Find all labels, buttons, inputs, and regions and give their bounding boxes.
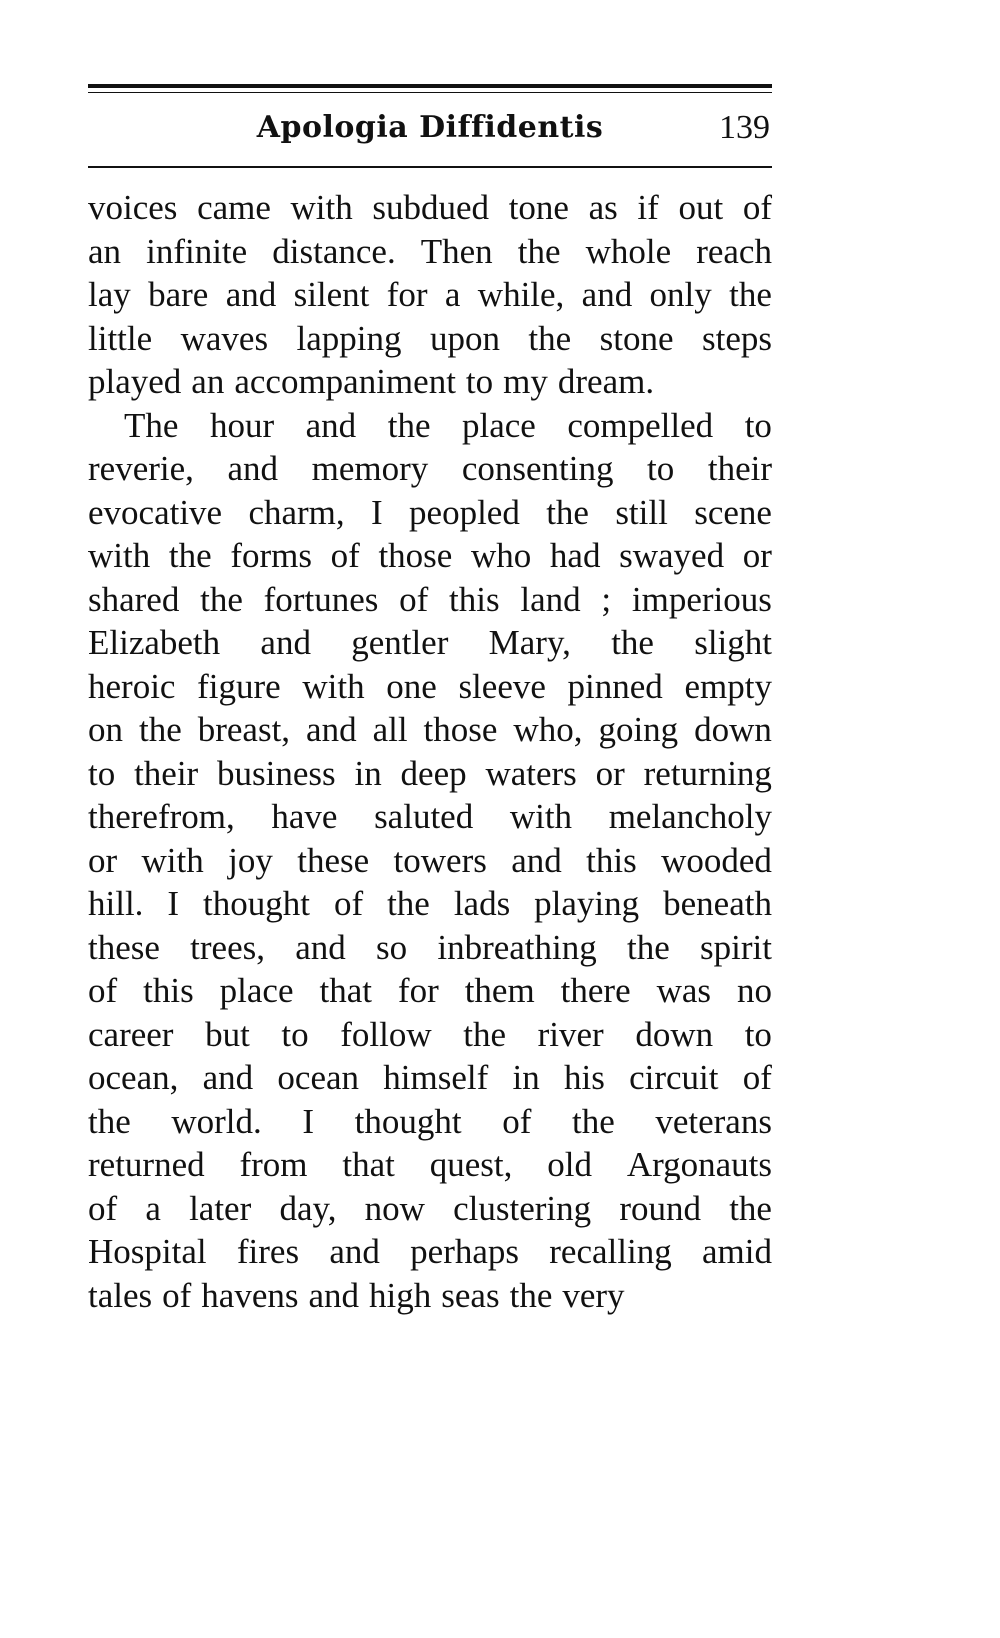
- word: there: [560, 971, 631, 1010]
- text-line: [88, 1143, 772, 1187]
- word: spirit: [700, 927, 772, 967]
- word: playing: [534, 884, 640, 923]
- text-line: [88, 230, 772, 274]
- word: waters: [485, 753, 577, 793]
- word: while,: [477, 275, 565, 314]
- word: Argonauts: [626, 1145, 772, 1184]
- word: hill.: [88, 884, 144, 923]
- word: their: [134, 753, 199, 793]
- word: these: [88, 927, 160, 967]
- word: of: [88, 1188, 118, 1228]
- word: stone: [599, 318, 674, 358]
- word: who: [470, 536, 532, 575]
- word: fortunes: [263, 579, 379, 619]
- word: figure: [197, 666, 281, 706]
- word: for: [386, 275, 428, 314]
- word: going: [598, 710, 679, 749]
- word: career: [88, 1014, 174, 1054]
- header-rule-thick: [88, 84, 772, 88]
- word: the: [528, 318, 572, 358]
- word: thought: [203, 884, 310, 923]
- word: with: [141, 840, 204, 880]
- word: later: [189, 1188, 252, 1228]
- word: melancholy: [608, 797, 772, 836]
- word: this: [586, 840, 637, 880]
- word: and: [295, 927, 346, 967]
- word: an: [191, 362, 225, 401]
- text-line: [88, 273, 772, 317]
- word: wooded: [661, 840, 772, 880]
- word: recalling: [549, 1232, 672, 1271]
- word: deep: [400, 753, 467, 793]
- word: high: [369, 1275, 432, 1315]
- word: the: [387, 405, 431, 445]
- word: consenting: [461, 449, 614, 488]
- word: Hospital: [88, 1232, 207, 1271]
- word: down: [694, 710, 772, 749]
- word: peopled: [409, 492, 520, 532]
- word: beneath: [663, 884, 772, 923]
- word: this: [143, 971, 194, 1010]
- word: evocative: [88, 492, 223, 532]
- word: but: [205, 1014, 250, 1054]
- word: I: [371, 492, 383, 532]
- word: fires: [236, 1232, 300, 1271]
- word: the: [546, 492, 589, 532]
- word: those: [423, 710, 498, 749]
- text-line: [88, 317, 772, 361]
- word: of: [162, 1275, 192, 1315]
- word: compelled: [567, 405, 714, 445]
- word: the: [387, 884, 430, 923]
- word: and: [225, 275, 277, 314]
- word: and: [581, 275, 633, 314]
- word: bare: [148, 275, 209, 314]
- word: therefrom,: [88, 797, 235, 836]
- text-line: [88, 404, 772, 448]
- word: still: [615, 492, 668, 532]
- text-line: [88, 447, 772, 491]
- text-line: [88, 1274, 772, 1318]
- word: business: [217, 753, 336, 793]
- word: one: [386, 666, 437, 706]
- body-text: [88, 186, 772, 1317]
- word: lay: [88, 275, 131, 314]
- word: their: [707, 449, 772, 488]
- word: returning: [643, 753, 772, 793]
- word: lads: [453, 884, 511, 923]
- word: Then: [420, 231, 493, 271]
- word: and: [202, 1058, 254, 1097]
- word: slight: [694, 623, 772, 662]
- word: his: [563, 1058, 605, 1097]
- word: those: [378, 536, 453, 575]
- word: ocean: [277, 1058, 360, 1097]
- text-line: [88, 969, 772, 1013]
- word: ;: [601, 579, 612, 619]
- word: very: [562, 1275, 625, 1315]
- word: the: [509, 1275, 553, 1315]
- word: swayed: [619, 536, 725, 575]
- word: them: [464, 971, 535, 1010]
- word: seas: [441, 1275, 500, 1315]
- word: the: [138, 710, 182, 749]
- word: towers: [393, 840, 487, 880]
- text-line: [88, 795, 772, 839]
- word: and: [511, 840, 562, 880]
- word: saluted: [374, 797, 474, 836]
- word: land: [520, 579, 581, 619]
- word: of: [333, 884, 364, 923]
- word: of: [330, 536, 360, 575]
- word: the: [627, 927, 670, 967]
- text-line: [88, 839, 772, 883]
- word: shared: [88, 579, 180, 619]
- word: that: [319, 971, 372, 1010]
- word: sleeve: [458, 666, 546, 706]
- word: to: [88, 753, 116, 793]
- word: from: [239, 1145, 308, 1184]
- word: my: [503, 362, 548, 401]
- text-line: [88, 882, 772, 926]
- text-line: [88, 186, 772, 230]
- word: follow: [340, 1014, 432, 1054]
- word: I: [302, 1101, 315, 1141]
- word: a: [444, 275, 461, 314]
- text-line: [88, 491, 772, 535]
- word: I: [167, 884, 180, 923]
- word: The: [124, 405, 179, 445]
- word: old: [547, 1145, 592, 1184]
- word: of: [88, 971, 118, 1010]
- word: played: [88, 362, 182, 401]
- word: thought: [354, 1101, 462, 1141]
- word: upon: [429, 318, 500, 358]
- word: lapping: [296, 318, 402, 358]
- word: accompaniment: [234, 362, 456, 401]
- word: as: [588, 188, 618, 227]
- word: this: [449, 579, 500, 619]
- word: whole: [585, 231, 672, 271]
- text-line: [88, 534, 772, 578]
- word: pinned: [567, 666, 663, 706]
- word: himself: [383, 1058, 489, 1097]
- text-line: [88, 1187, 772, 1231]
- word: memory: [311, 449, 429, 488]
- word: in: [354, 753, 382, 793]
- word: empty: [684, 666, 772, 706]
- word: the: [88, 1101, 131, 1141]
- header-rule-bottom: [88, 166, 772, 168]
- word: and: [308, 1275, 360, 1315]
- word: with: [509, 797, 573, 836]
- word: to: [647, 449, 675, 488]
- word: for: [397, 971, 439, 1010]
- word: to: [744, 405, 772, 445]
- word: reach: [696, 231, 772, 271]
- text-line: [88, 1013, 772, 1057]
- text-line: [88, 708, 772, 752]
- word: and: [306, 710, 357, 749]
- word: voices: [88, 188, 178, 227]
- word: so: [376, 927, 408, 967]
- text-line: [88, 1056, 772, 1100]
- word: forms: [230, 536, 312, 575]
- word: charm,: [248, 492, 345, 532]
- word: scene: [694, 492, 772, 532]
- text-line: [88, 1100, 772, 1144]
- word: river: [537, 1014, 604, 1054]
- word: silent: [293, 275, 370, 314]
- word: these: [297, 840, 370, 880]
- word: the: [571, 1101, 615, 1141]
- word: day,: [279, 1188, 337, 1228]
- word: came: [197, 188, 271, 227]
- word: of: [399, 579, 429, 619]
- page-number: 139: [719, 109, 770, 146]
- word: the: [463, 1014, 507, 1054]
- word: only: [649, 275, 712, 314]
- word: havens: [201, 1275, 299, 1315]
- word: tone: [508, 188, 569, 227]
- word: the: [729, 1188, 772, 1228]
- word: and: [227, 449, 279, 488]
- word: had: [549, 536, 601, 575]
- word: dream.: [557, 362, 655, 401]
- word: the: [611, 623, 654, 662]
- word: with: [88, 536, 151, 575]
- text-line: [88, 665, 772, 709]
- word: steps: [701, 318, 772, 358]
- word: Mary,: [488, 623, 571, 662]
- word: infinite: [146, 231, 248, 271]
- word: little: [88, 318, 153, 358]
- word: place: [462, 405, 536, 445]
- word: the: [200, 579, 243, 619]
- word: to: [465, 362, 494, 401]
- word: inbreathing: [437, 927, 597, 967]
- word: the: [729, 275, 772, 314]
- word: with: [290, 188, 353, 227]
- word: was: [656, 971, 712, 1010]
- word: and: [260, 623, 311, 662]
- word: trees,: [190, 927, 265, 967]
- word: now: [364, 1188, 425, 1228]
- word: that: [342, 1145, 395, 1184]
- word: and: [305, 405, 357, 445]
- word: or: [742, 536, 772, 575]
- word: Elizabeth: [88, 623, 221, 662]
- word: of: [742, 1058, 772, 1097]
- word: clustering: [453, 1188, 592, 1228]
- running-head: [88, 104, 772, 156]
- word: of: [742, 188, 772, 227]
- text-line: [88, 578, 772, 622]
- word: distance.: [272, 231, 396, 271]
- word: a: [145, 1188, 161, 1228]
- word: if: [637, 188, 659, 227]
- word: on: [88, 710, 123, 749]
- word: veterans: [655, 1101, 772, 1141]
- word: amid: [701, 1232, 772, 1271]
- text-line: [88, 621, 772, 665]
- word: or: [595, 753, 625, 793]
- word: have: [271, 797, 338, 836]
- word: perhaps: [410, 1232, 520, 1271]
- word: down: [635, 1014, 714, 1054]
- word: gentler: [351, 623, 449, 662]
- text-line: [88, 752, 772, 796]
- word: quest,: [429, 1145, 513, 1184]
- word: who,: [513, 710, 583, 749]
- word: heroic: [88, 666, 176, 706]
- running-title: Apologia Diffidentis: [256, 110, 604, 145]
- word: imperious: [631, 579, 772, 619]
- word: subdued: [372, 188, 490, 227]
- word: and: [329, 1232, 380, 1271]
- word: place: [219, 971, 294, 1010]
- word: ocean,: [88, 1058, 179, 1097]
- word: round: [619, 1188, 701, 1228]
- text-line: [88, 360, 772, 404]
- word: out: [678, 188, 724, 227]
- word: or: [88, 840, 118, 880]
- word: of: [502, 1101, 532, 1141]
- word: breast,: [197, 710, 291, 749]
- word: reverie,: [88, 449, 194, 488]
- word: an: [88, 231, 122, 271]
- word: in: [512, 1058, 540, 1097]
- word: the: [517, 231, 561, 271]
- header-rule-thin: [88, 92, 772, 93]
- word: the: [168, 536, 212, 575]
- word: no: [736, 971, 772, 1010]
- word: waves: [180, 318, 269, 358]
- word: joy: [228, 840, 273, 880]
- word: to: [744, 1014, 772, 1054]
- word: hour: [209, 405, 275, 445]
- text-line: [88, 926, 772, 970]
- text-line: [88, 1230, 772, 1274]
- word: with: [302, 666, 365, 706]
- word: circuit: [629, 1058, 719, 1097]
- word: to: [281, 1014, 309, 1054]
- word: returned: [88, 1145, 205, 1184]
- word: tales: [88, 1275, 153, 1315]
- word: all: [372, 710, 408, 749]
- word: world.: [171, 1101, 262, 1141]
